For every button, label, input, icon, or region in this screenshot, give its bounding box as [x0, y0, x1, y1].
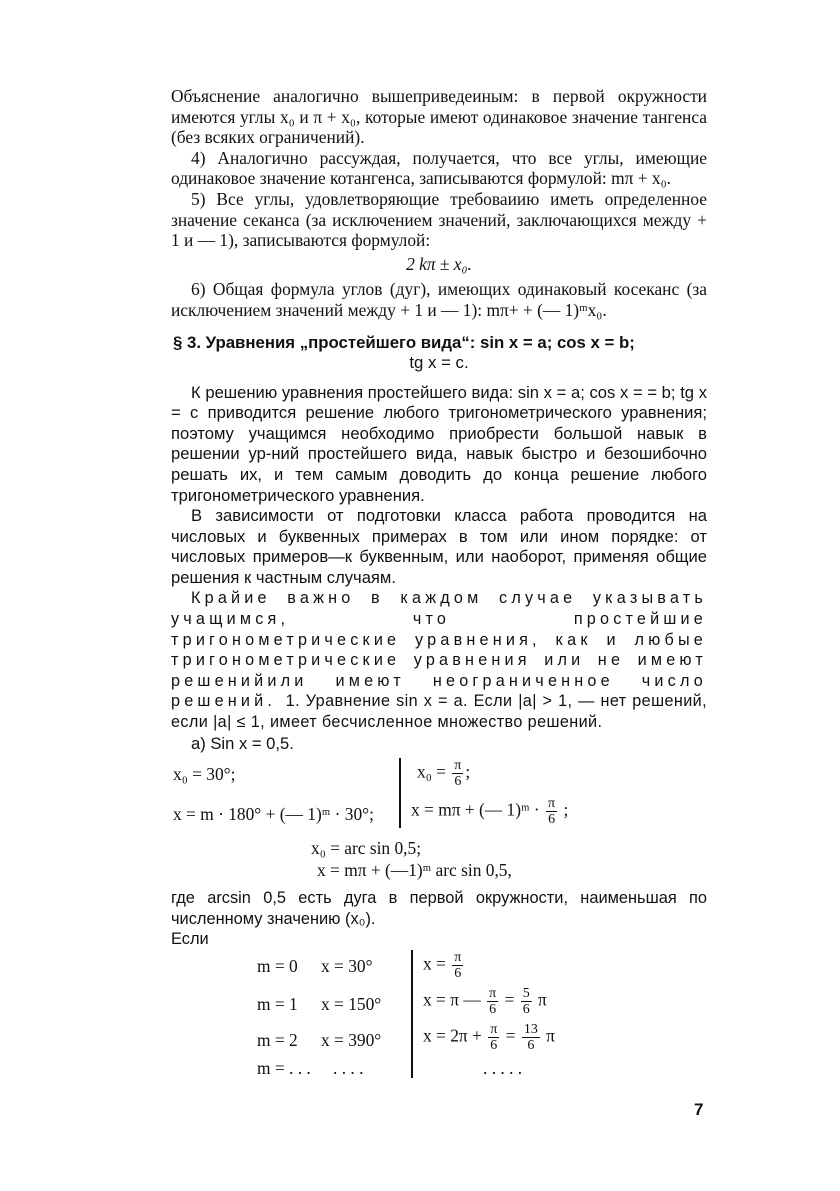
fraction-numerator: 13	[523, 1022, 538, 1037]
expr-equals: =	[505, 1025, 516, 1046]
paragraph-cosecant: 6) Общая формула углов (дуг), имеющих одинаковый косеканс (за исключением значений между + 1 и — 1): mπ+ + (— 1)ᵐx₀.	[171, 279, 707, 320]
fraction-pi-6	[452, 950, 463, 981]
table-row-m-ellipsis: m = . . .	[257, 1058, 311, 1078]
fraction-denominator: 6	[522, 1002, 530, 1017]
fraction-denominator: 6	[489, 1002, 497, 1017]
page-content	[171, 86, 707, 1090]
table-row-expr	[423, 986, 547, 1017]
expr-tail: π	[538, 989, 547, 1010]
fraction-denominator: 6	[527, 1038, 535, 1053]
example-right-1: x₀ = $\frac{\pi}{6}$ ;	[417, 758, 471, 790]
fraction-numerator: π	[489, 986, 497, 1001]
section-heading-line1: § 3. Уравнения „простейшего вида“: sin x = a; cos x = b;	[173, 332, 635, 352]
expr-lhs: x = 2π +	[423, 1025, 482, 1046]
expr-equals: =	[504, 989, 515, 1010]
equation-sin-intro: 1. Уравнение sin x = a. Если |a| > 1, — нет решений, если |a| ≤ 1, имеет бесчисленное множество решений.	[171, 692, 707, 732]
example-block	[171, 754, 707, 884]
paragraph-tangent-explanation: Объяснение аналогично вышеприведеиным: в первой окружности имеются углы x₀ и π + x₀, которые имеют одинаковое значение тангенса (без всяких ограничений).	[171, 86, 707, 148]
formula-secant: 2 kπ ± x₀.	[406, 253, 472, 274]
table-row-m: m = 1	[257, 994, 298, 1014]
table-row-x: x = 390°	[321, 1030, 382, 1050]
section-heading	[171, 333, 707, 373]
fraction-denominator: 6	[490, 1038, 498, 1053]
example-left-1: x₀ = 30°;	[173, 764, 236, 785]
section-heading-line2: tg x = c.	[409, 352, 469, 372]
fraction-numerator: π	[490, 1022, 498, 1037]
fraction-numerator: π	[454, 758, 462, 774]
example-general-solution: x = mπ + (—1)ᵐ arc sin 0,5,	[317, 860, 512, 881]
fraction-13-6	[522, 1022, 540, 1053]
fraction-5-6	[521, 986, 532, 1017]
fraction-denominator: 6	[548, 812, 556, 828]
fraction-denominator: 6	[454, 966, 462, 981]
paragraph-arcsin-explanation: где arcsin 0,5 есть дуга в первой окружности, наименьшая по численному значению (x₀).	[171, 889, 707, 928]
fraction-pi-6	[546, 796, 557, 827]
table-row-expr	[423, 1022, 555, 1053]
fraction-pi-6	[488, 1022, 499, 1053]
table-row-x: x = 150°	[321, 994, 382, 1014]
esli-label: Если	[171, 930, 209, 949]
paragraph-class-preparation: В зависимости от подготовки класса работа проводится на числовых и буквенных примерах в том или ином порядке: от числовых примеров—к буквенным, или наоборот, применяя общие решения к частным случаям.	[171, 506, 707, 587]
table-row-x-ellipsis: . . . .	[333, 1058, 364, 1078]
paragraph-secant: 5) Все углы, удовлетворяющие требоваиию иметь определенное значение секанса (за исключением значений, заключающихся между + 1 и — 1), записываются формулой:	[171, 188, 707, 251]
paragraph-important-note	[171, 588, 707, 732]
paragraph-simplest-equations: К решению уравнения простейшего вида: sin x = a; cos x = = b; tg x = c приводится решение любого тригонометрического уравнения; поэтому учащимся необходимо приобрести большой навык в решении ур-ний простейшего вида, навык быстро и безошибочно решать их, и тем самым доводить до конца решение любого тригонометрического уравнения.	[171, 382, 707, 505]
page-number: 7	[694, 1100, 704, 1119]
example-right-2: x = mπ + (— 1)ᵐ · $\frac{\pi}{6}$ ;	[411, 796, 569, 828]
fraction-numerator: 5	[522, 986, 530, 1001]
table-row-expr	[423, 950, 465, 981]
fraction-pi-6	[452, 758, 463, 789]
table-row-m: m = 0	[257, 956, 298, 976]
example-right-1-lhs: x₀ =	[417, 761, 446, 782]
paragraph-cotangent: 4) Аналогично рассуждая, получается, что все углы, имеющие одинаковое значение котангенса, записываются формулой: mπ + x₀.	[171, 147, 707, 189]
important-note-spaced: Крайие важно в каждом случае указывать учащимся, что простейшие тригонометрические уравнения, как и любые тригонометрические уравнения или не имеют решенийили имеют неограниченное число решений.	[171, 589, 707, 711]
values-table-divider	[411, 950, 413, 1078]
fraction-numerator: π	[454, 950, 462, 965]
values-table	[171, 950, 707, 1090]
table-row-m: m = 2	[257, 1030, 298, 1050]
example-a-label: а) Sin x = 0,5.	[191, 733, 294, 753]
expr-tail: π	[546, 1025, 555, 1046]
example-right-2-lhs: x = mπ + (— 1)ᵐ ·	[411, 799, 540, 820]
table-row-expr-ellipsis: . . . . .	[483, 1058, 523, 1078]
expr-lhs: x = π —	[423, 989, 481, 1010]
table-row-x: x = 30°	[321, 956, 373, 976]
fraction-pi-6	[487, 986, 498, 1017]
example-divider	[399, 758, 401, 828]
expr-lhs: x =	[423, 953, 446, 974]
fraction-numerator: π	[548, 796, 556, 812]
example-arcsin-line: x₀ = arc sin 0,5;	[311, 838, 422, 859]
fraction-denominator: 6	[454, 774, 462, 790]
example-left-2: x = m · 180° + (— 1)ᵐ · 30°;	[173, 804, 374, 825]
